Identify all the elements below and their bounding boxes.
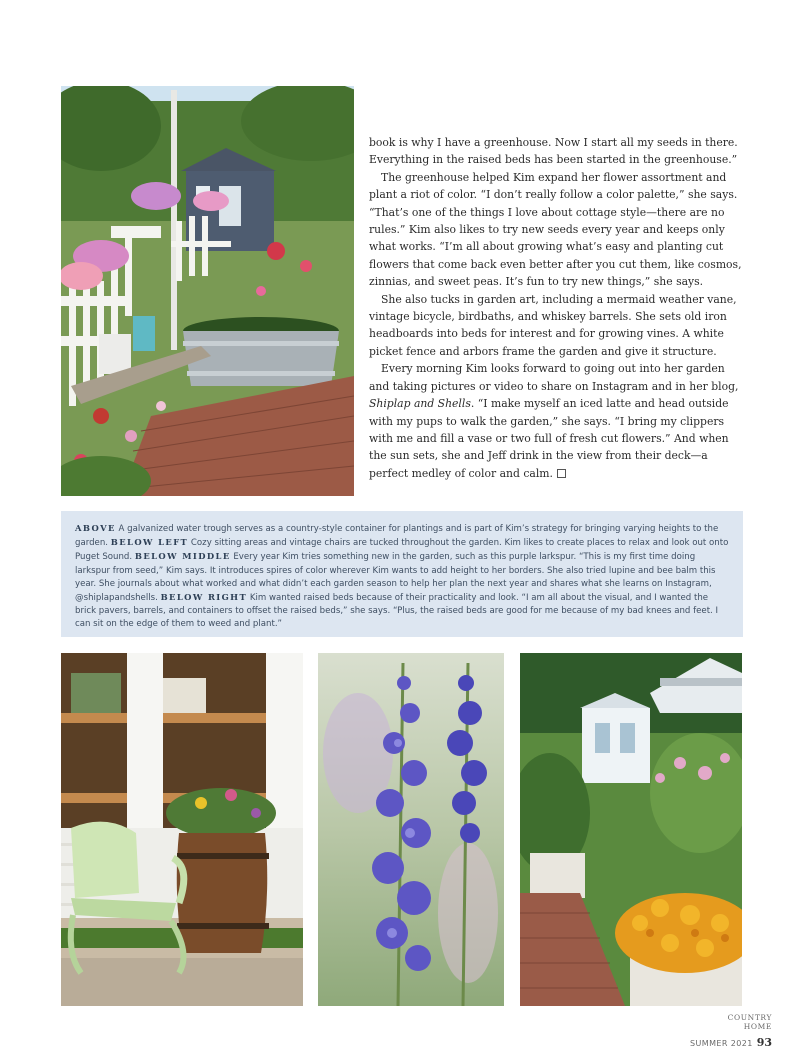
- caption-text-below-left: Cozy sitting areas and vintage chairs are tucked throughout the garden. Kim likes to create places to relax and look out onto Puget Sound.: [75, 538, 729, 563]
- blog-name: Shiplap and Shells: [369, 397, 471, 411]
- caption-label-below-middle: BELOW MIDDLE: [134, 551, 231, 562]
- final-text-end: . “I make myself an iced latte and head outside with my pups to walk the garden,” she says. “I bring my clippers with me and fill a vase or two full of fresh cut flowers.” And when the sun sets, she and Jeff drink in the view from their deck—a perfect medley of color and calm.: [369, 397, 729, 480]
- page-folio: [690, 1013, 772, 1050]
- article-paragraph: book is why I have a greenhouse. Now I start all my seeds in there. Everything in the raised beds has been started in the greenhouse.”: [369, 136, 738, 167]
- issue-date: SUMMER 2021: [690, 1039, 753, 1048]
- article-paragraph: The greenhouse helped Kim expand her flower assortment and plant a riot of color. “I don’t really follow a color palette,” she says. “That’s one of the things I love about cottage style—there are no rules.” Kim also likes to try new seeds every year and keeps only what works. “I’m all about growing what’s easy and planting cut flowers that come back even better after you cut them, like cosmos, zinnias, and sweet peas. It’s fun to try new things,” she says.: [369, 170, 742, 289]
- page-number: 93: [756, 1036, 772, 1049]
- article-paragraph-final: [369, 360, 743, 482]
- magazine-name-line2: HOME: [743, 1022, 772, 1031]
- photo-chair-and-barrel: [61, 653, 303, 1006]
- magazine-name-line1: COUNTRY: [727, 1013, 772, 1022]
- caption-label-below-right: BELOW RIGHT: [160, 592, 248, 603]
- caption-box: [61, 511, 743, 637]
- article-paragraph: She also tucks in garden art, including a mermaid weather vane, vintage bicycle, birdbaths, and whiskey barrels. She sets old iron headboards into beds for interest and for growing vines. A white picket fence and arbors frame the garden and give it structure.: [369, 292, 737, 358]
- caption-text-below-right: Kim wanted raised beds because of their practicality and look. “I am all about the visual, and I wanted the brick pavers, barrels, and containers to offset the raised beds,” she says. “Plus, the raised beds are good for me because of my bad knees and feet. I can sit on the edge of them to weed and plant.”: [75, 593, 719, 630]
- photo-raised-beds: [520, 653, 742, 1006]
- photo-purple-larkspur: [318, 653, 504, 1006]
- article-body: [369, 134, 743, 482]
- end-mark-icon: [557, 469, 566, 478]
- caption-label-above: ABOVE: [75, 523, 116, 533]
- photo-water-trough-garden: [61, 86, 354, 496]
- final-text-start: Every morning Kim looks forward to going out into her garden and taking pictures or video to share on Instagram and in her blog,: [369, 362, 739, 393]
- caption-text-below-middle: Every year Kim tries something new in the garden, such as this purple larkspur. “This is my first time doing larkspur from seed,” Kim says. It introduces spires of color wherever Kim wants to add height to her borders. She also tried lupine and bee balm this year. She journals about what worked and what didn’t each garden season to help her plan the next year and shares what she learns on Instagram, @shiplapandshells.: [75, 552, 716, 604]
- caption-text-above: A galvanized water trough serves as a country-style container for plantings and is part of Kim’s strategy for bringing varying heights to the garden.: [75, 524, 719, 549]
- caption-label-below-left: BELOW LEFT: [110, 537, 189, 548]
